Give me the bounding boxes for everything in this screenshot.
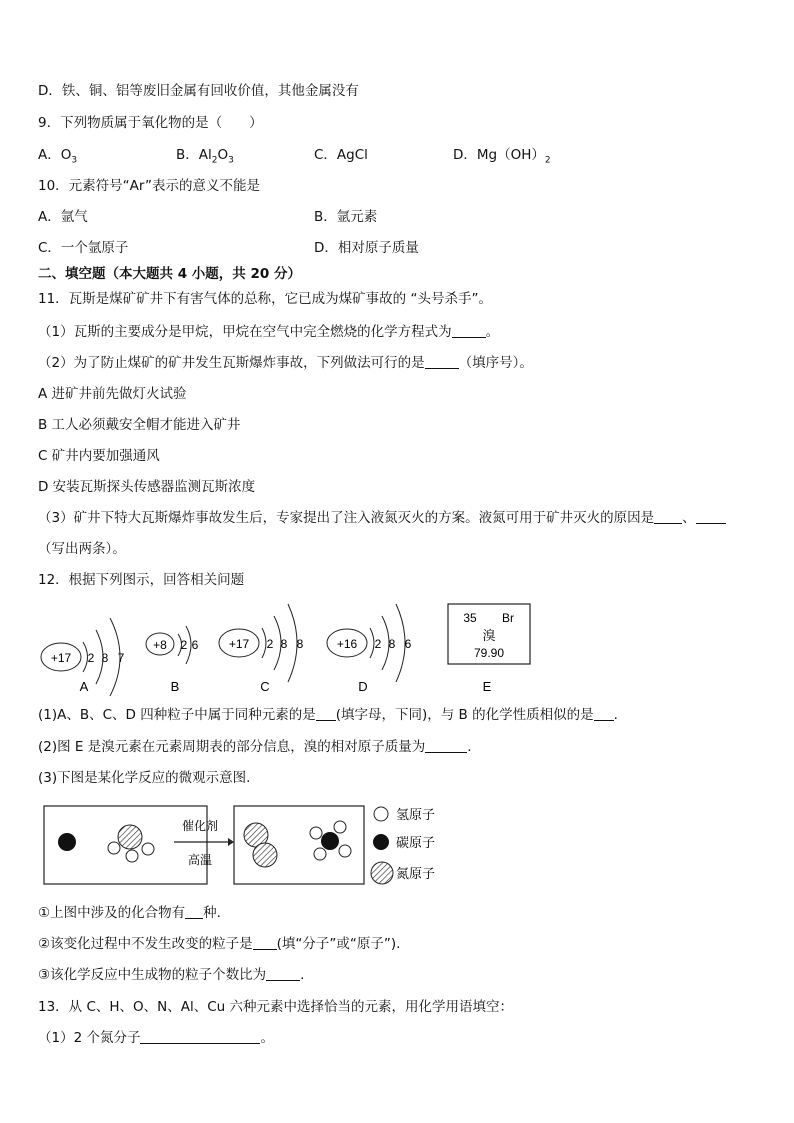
nucleus-charge: +16 — [336, 637, 358, 651]
q12-sub1: ①上图中涉及的化合物有 种. — [38, 905, 221, 921]
svg-text:7: 7 — [117, 651, 125, 665]
reaction-diagram — [0, 798, 794, 890]
hydrogen-atom — [126, 850, 138, 862]
nitrogen-atom — [253, 843, 277, 867]
legend-label: 氢原子 — [396, 807, 436, 822]
q11-option-d: D 安装瓦斯探头传感器监测瓦斯浓度 — [38, 479, 256, 495]
legend-carbon-icon — [373, 834, 389, 850]
atom-diagram-c — [219, 604, 304, 694]
answer-blank[interactable] — [185, 904, 203, 919]
q11-part1: （1）瓦斯的主要成分是甲烷，甲烷在空气中完全燃烧的化学方程式为 。 — [38, 324, 500, 340]
svg-text:8: 8 — [101, 651, 109, 665]
answer-blank[interactable] — [266, 966, 300, 981]
hydrogen-atom — [334, 821, 346, 833]
q13-stem: 13．从 C、H、O、N、Al、Cu 六种元素中选择恰当的元素，用化学用语填空： — [38, 999, 514, 1015]
atom-diagram-b — [146, 626, 199, 694]
q11-option-a: A 进矿井前先做灯火试验 — [38, 386, 187, 402]
q11-part3-note: （写出两条）。 — [38, 541, 126, 557]
arrow-condition-heat: 高温 — [187, 853, 213, 867]
q11-option-b: B 工人必须戴安全帽才能进入矿井 — [38, 417, 241, 433]
q11-option-c: C 矿井内要加强通风 — [38, 448, 160, 464]
element-card-bromine — [448, 604, 530, 694]
legend-hydrogen-icon — [374, 807, 388, 821]
q10-option-a: A．氩气 — [38, 209, 88, 225]
svg-text:8: 8 — [280, 637, 288, 651]
q11-part2: （2）为了防止煤矿的矿井发生瓦斯爆炸事故，下列做法可行的是 （填序号）。 — [38, 355, 533, 371]
q9-option-c: C．AgCl — [314, 147, 368, 163]
nucleus-charge: +8 — [153, 638, 167, 652]
carbon-atom — [58, 833, 76, 851]
hydrogen-atom — [108, 842, 120, 854]
q12-stem: 12．根据下列图示，回答相关问题 — [38, 572, 245, 588]
hydrogen-atom — [339, 845, 351, 857]
svg-text:2: 2 — [374, 637, 382, 651]
answer-blank[interactable] — [425, 738, 467, 753]
answer-blank[interactable] — [140, 1029, 260, 1044]
q8-option-d: D．铁、铜、铝等废旧金属有回收价值，其他金属没有 — [38, 83, 359, 99]
svg-text:8: 8 — [296, 637, 304, 651]
legend-label: 碳原子 — [396, 835, 436, 850]
q12-part2: (2)图 E 是溴元素在元素周期表的部分信息，溴的相对原子质量为 . — [38, 739, 472, 755]
atomic-mass: 79.90 — [473, 646, 505, 660]
q12-part3: (3)下图是某化学反应的微观示意图. — [38, 770, 251, 786]
atom-structure-diagrams — [0, 596, 794, 700]
q12-sub2: ②该变化过程中不发生改变的粒子是 (填“分子”或“原子”). — [38, 936, 401, 952]
answer-blank[interactable] — [594, 706, 614, 721]
svg-text:2: 2 — [266, 637, 274, 651]
q10-stem: 10．元素符号“Ar”表示的意义不能是 — [38, 178, 261, 194]
q11-stem: 11．瓦斯是煤矿矿井下有害气体的总称，它已成为煤矿事故的 “头号杀手”。 — [38, 291, 492, 307]
answer-blank[interactable] — [425, 354, 459, 369]
atom-diagram-a — [41, 618, 125, 696]
atom-label: B — [170, 679, 180, 694]
q12-sub3: ③该化学反应中生成物的粒子个数比为 . — [38, 967, 305, 983]
card-label: E — [482, 679, 492, 694]
q10-option-c: C．一个氩原子 — [38, 240, 129, 256]
hydrogen-atom — [310, 827, 322, 839]
nucleus-charge: +17 — [228, 637, 250, 651]
q10-option-b: B．氩元素 — [314, 209, 378, 225]
legend-label: 氮原子 — [396, 866, 436, 881]
svg-text:2: 2 — [87, 651, 95, 665]
q9-option-b: B．$Al_2O_3$ — [176, 147, 234, 166]
svg-text:6: 6 — [404, 637, 412, 651]
nitrogen-atom — [118, 825, 142, 849]
answer-blank[interactable] — [452, 323, 486, 338]
q9-stem: 9．下列物质属于氧化物的是（ ） — [38, 115, 263, 131]
hydrogen-atom — [142, 843, 154, 855]
svg-text:2: 2 — [180, 638, 188, 652]
element-name: 溴 — [482, 628, 496, 643]
q11-part3: （3）矿井下特大瓦斯爆炸事故发生后，专家提出了注入液氮灭火的方案。液氮可用于矿井灭火的原因是 、 — [38, 509, 726, 527]
q12-part1: (1)A、B、C、D 四种粒子中属于同种元素的是 (填字母，下同)，与 B 的化学性质相似的是 . — [38, 707, 618, 723]
q13-part1: （1）2 个氮分子 。 — [38, 1030, 274, 1046]
q9-option-d: D．$Mg(OH)_2$ — [453, 147, 551, 166]
atom-label: A — [79, 679, 89, 694]
atomic-number: 35 — [463, 611, 477, 625]
atom-label: C — [260, 679, 270, 694]
svg-text:6: 6 — [191, 638, 199, 652]
carbon-atom — [321, 832, 339, 850]
svg-text:8: 8 — [388, 637, 396, 651]
nucleus-charge: +17 — [50, 651, 72, 665]
hydrogen-atom — [314, 848, 326, 860]
atom-label: D — [358, 679, 368, 694]
legend-nitrogen-icon — [371, 862, 393, 884]
answer-blank[interactable] — [696, 509, 726, 524]
element-symbol: Br — [502, 611, 514, 625]
arrow-condition-catalyst: 催化剂 — [181, 819, 219, 833]
q9-option-a: A．$O_3$ — [38, 147, 78, 166]
answer-blank[interactable] — [316, 706, 336, 721]
q10-option-d: D．相对原子质量 — [314, 240, 419, 256]
section-heading: 二、填空题（本大题共 4 小题，共 20 分） — [38, 266, 301, 282]
atom-diagram-d — [327, 604, 412, 694]
answer-blank[interactable] — [253, 935, 277, 950]
answer-blank[interactable] — [654, 509, 682, 524]
